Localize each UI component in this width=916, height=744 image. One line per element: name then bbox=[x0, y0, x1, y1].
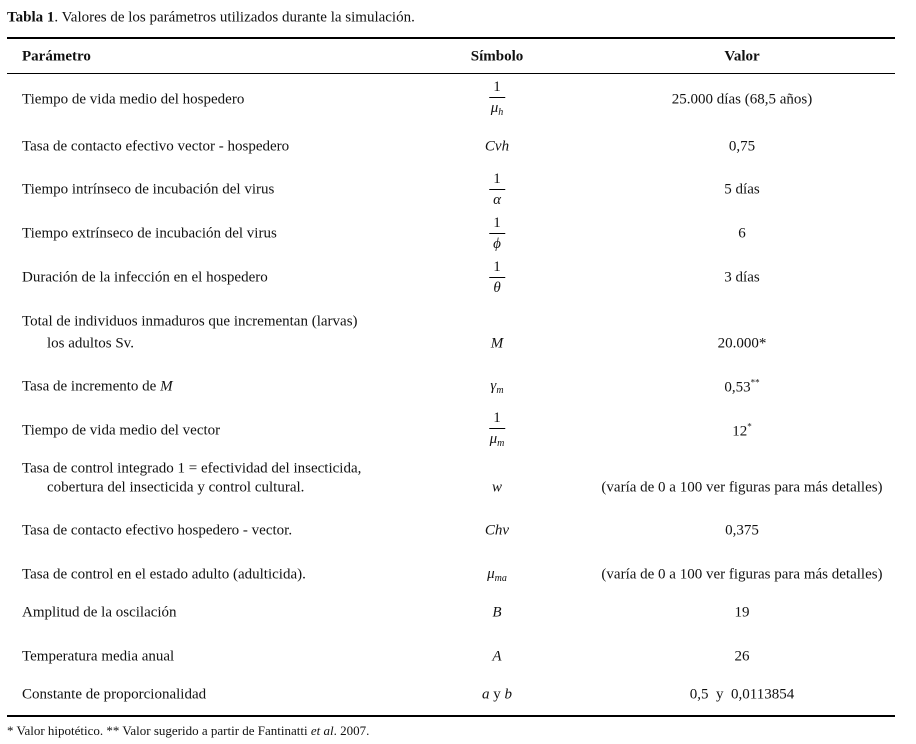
symbol-connector: y bbox=[489, 686, 505, 703]
parameter-cell: Tiempo intrínseco de incubación del virus bbox=[22, 181, 275, 198]
value-cell bbox=[690, 687, 794, 704]
parameter-cell: Tasa de control en el estado adulto (adulticida). bbox=[22, 566, 306, 583]
symbol-text: w bbox=[491, 479, 503, 496]
value-text: (varía de 0 a 100 ver figuras para más detalles) bbox=[601, 479, 883, 496]
parameter-cell: Tasa de contacto efectivo hospedero - vector. bbox=[22, 522, 293, 539]
parameter-cell bbox=[22, 379, 173, 396]
symbol-cell bbox=[485, 523, 509, 540]
table-caption bbox=[7, 10, 415, 27]
value-cell bbox=[735, 649, 750, 666]
value-cell bbox=[601, 567, 882, 584]
fraction-numerator: 1 bbox=[489, 259, 505, 278]
parameter-cell: cobertura del insecticida y control cultural. bbox=[47, 479, 305, 496]
parameter-cell: Duración de la infección en el hospedero bbox=[22, 269, 268, 286]
value-footnote-mark: * bbox=[747, 421, 752, 432]
symbol-text: M bbox=[490, 335, 504, 352]
value-text: 6 bbox=[738, 225, 746, 242]
value-text: 26 bbox=[734, 648, 750, 665]
fraction-denominator bbox=[493, 234, 501, 253]
fraction-numerator: 1 bbox=[489, 215, 505, 234]
fraction-numerator: 1 bbox=[489, 79, 505, 98]
fraction-symbol bbox=[489, 259, 505, 297]
value-text: 12 bbox=[732, 423, 748, 440]
value-cell bbox=[724, 182, 759, 199]
symbol-cell bbox=[489, 259, 505, 297]
value-text: 3 días bbox=[724, 269, 760, 286]
symbol-cell bbox=[492, 480, 502, 497]
value-text: 19 bbox=[734, 604, 750, 621]
denominator-symbol: μ bbox=[490, 100, 499, 116]
parameter-italic: M bbox=[160, 378, 173, 395]
footnote-text-end: . 2007. bbox=[333, 723, 370, 738]
footnote bbox=[7, 723, 369, 739]
fraction-symbol bbox=[489, 79, 505, 121]
value-cell bbox=[724, 378, 759, 397]
parameter-cell: Total de individuos inmaduros que incrementan (larvas) bbox=[22, 313, 358, 330]
value-cell bbox=[601, 480, 882, 497]
header-parameter: Parámetro bbox=[22, 48, 91, 65]
symbol-text-2: b bbox=[504, 686, 512, 703]
header-value: Valor bbox=[724, 48, 760, 65]
symbol-subscript: ma bbox=[494, 573, 507, 584]
symbol-cell bbox=[490, 378, 503, 396]
denominator-symbol: α bbox=[493, 192, 501, 208]
value-cell bbox=[724, 270, 759, 287]
caption-label: Tabla 1 bbox=[7, 9, 55, 26]
symbol-text: Cvh bbox=[484, 138, 510, 155]
value-cell bbox=[735, 605, 750, 622]
fraction-denominator bbox=[491, 98, 504, 121]
value-cell bbox=[672, 92, 812, 109]
denominator-symbol: ϕ bbox=[493, 236, 501, 252]
symbol-subscript: m bbox=[496, 385, 504, 396]
header-symbol: Símbolo bbox=[470, 48, 524, 65]
footnote-italic: et al bbox=[310, 723, 334, 738]
denominator-symbol: μ bbox=[489, 431, 498, 447]
parameter-cell: Temperatura media anual bbox=[22, 648, 175, 665]
footnote-text: * Valor hipotético. ** Valor sugerido a partir de Fantinatti bbox=[7, 723, 311, 738]
value-text: 0,5 y 0,0113854 bbox=[689, 686, 795, 703]
parameter-cell: Tasa de contacto efectivo vector - hospedero bbox=[22, 138, 290, 155]
value-footnote-mark: ** bbox=[750, 377, 760, 388]
value-cell bbox=[729, 139, 755, 156]
parameter-cell: Tiempo de vida medio del hospedero bbox=[22, 91, 245, 108]
symbol-cell bbox=[491, 336, 504, 353]
parameter-cell: Constante de proporcionalidad bbox=[22, 686, 207, 703]
symbol-cell bbox=[489, 79, 505, 121]
value-text: 5 días bbox=[724, 181, 760, 198]
symbol-cell bbox=[487, 566, 507, 584]
fraction-symbol bbox=[489, 410, 505, 452]
value-cell bbox=[725, 523, 759, 540]
fraction-denominator bbox=[490, 429, 505, 452]
parameter-text: Tasa de incremento de bbox=[22, 378, 161, 395]
value-cell bbox=[738, 226, 746, 243]
symbol-cell bbox=[492, 649, 501, 666]
symbol-text: B bbox=[492, 604, 502, 621]
caption-text: . Valores de los parámetros utilizados durante la simulación. bbox=[54, 9, 415, 26]
symbol-cell bbox=[489, 215, 505, 253]
value-cell bbox=[718, 336, 767, 353]
fraction-denominator bbox=[493, 278, 500, 297]
header-rule bbox=[7, 73, 895, 74]
denominator-symbol: θ bbox=[493, 280, 501, 296]
fraction-symbol bbox=[489, 215, 505, 253]
symbol-cell bbox=[492, 605, 501, 622]
value-cell bbox=[732, 422, 752, 441]
parameter-cell: Amplitud de la oscilación bbox=[22, 604, 177, 621]
fraction-numerator: 1 bbox=[489, 410, 505, 429]
value-text: 0,53 bbox=[724, 379, 751, 396]
symbol-cell bbox=[489, 410, 505, 452]
parameter-cell: Tiempo extrínseco de incubación del virus bbox=[22, 225, 277, 242]
value-text: 25.000 días (68,5 años) bbox=[671, 91, 813, 108]
fraction-numerator: 1 bbox=[489, 171, 505, 190]
value-text: 0,75 bbox=[728, 138, 756, 155]
symbol-text: A bbox=[492, 648, 502, 665]
value-text: 0,375 bbox=[725, 522, 759, 539]
fraction-symbol bbox=[489, 171, 505, 209]
symbol-text: μ bbox=[487, 566, 495, 582]
denominator-subscript: h bbox=[498, 107, 504, 118]
value-text: 20.000* bbox=[717, 335, 767, 352]
symbol-cell bbox=[482, 687, 512, 704]
symbol-cell bbox=[485, 139, 509, 156]
parameter-cell: los adultos Sv. bbox=[47, 335, 134, 352]
top-rule bbox=[7, 37, 895, 39]
symbol-text: γ bbox=[490, 378, 497, 394]
denominator-subscript: m bbox=[497, 438, 505, 449]
symbol-text: Chv bbox=[484, 522, 510, 539]
parameter-cell: Tiempo de vida medio del vector bbox=[22, 422, 221, 439]
symbol-cell bbox=[489, 171, 505, 209]
fraction-denominator bbox=[493, 190, 501, 209]
symbol-text: a bbox=[482, 686, 490, 703]
parameter-cell: Tasa de control integrado 1 = efectividad del insecticida, bbox=[22, 460, 362, 477]
bottom-rule bbox=[7, 715, 895, 717]
value-text: (varía de 0 a 100 ver figuras para más detalles) bbox=[601, 566, 883, 583]
